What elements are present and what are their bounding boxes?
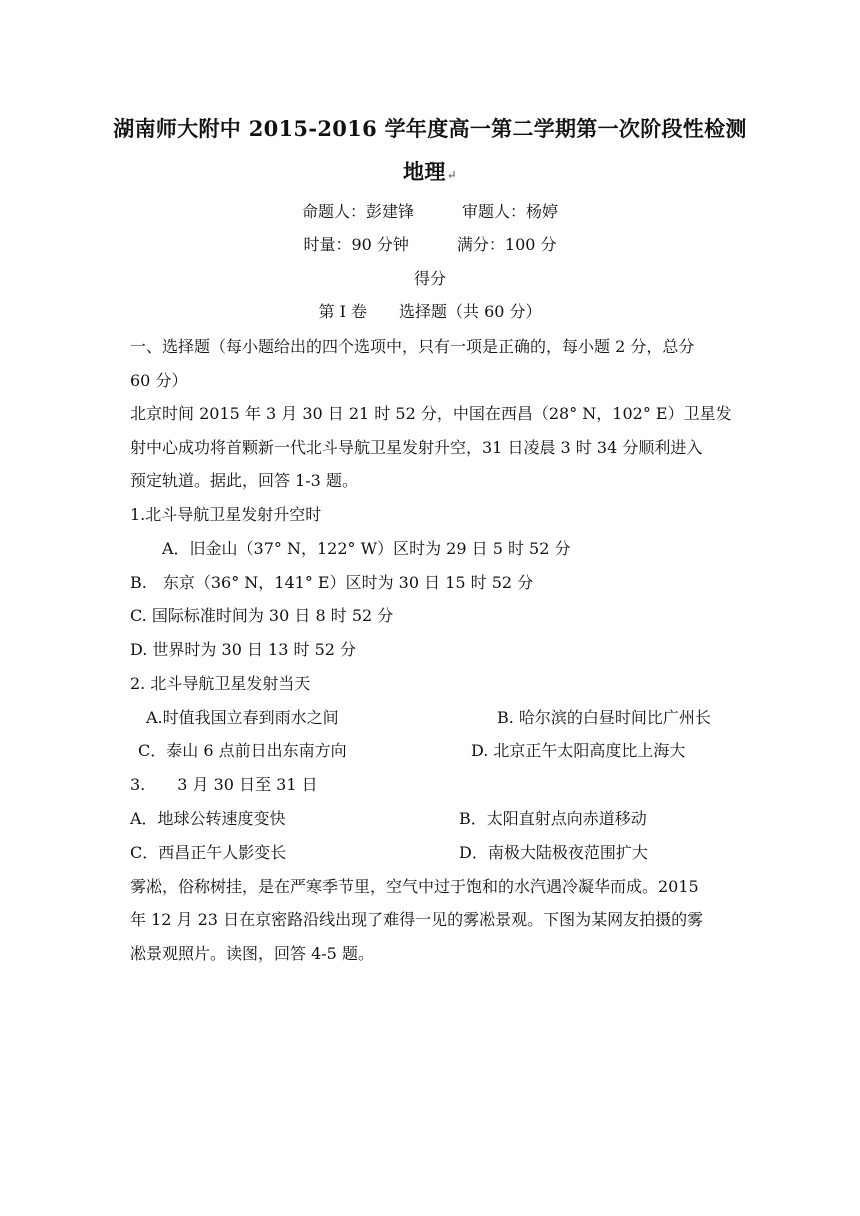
question-3-option-a: A．地球公转速度变快 [130, 809, 286, 828]
question-3-stem: 3. 3 月 30 日至 31 日 [130, 775, 318, 794]
question-2-option-c: C．泰山 6 点前日出东南方向 [138, 741, 347, 760]
exam-title: 湖南师大附中 2015-2016 学年度高一第二学期第一次阶段性检测 [113, 116, 747, 141]
section-title: 第 I 卷 选择题（共 60 分） [318, 302, 542, 321]
score-label: 得分 [413, 269, 446, 288]
question-2-option-d: D. 北京正午太阳高度比上海大 [471, 741, 686, 760]
subject-label: 地理 [403, 159, 446, 184]
subject-title [0, 158, 860, 189]
passage2-line-1: 雾凇，俗称树挂，是在严寒季节里，空气中过于饱和的水汽遇冷凝华而成。2015 [130, 877, 699, 896]
passage2-line-3: 凇景观照片。读图，回答 4-5 题。 [130, 944, 374, 963]
question-3-option-b: B．太阳直射点向赤道移动 [459, 809, 647, 828]
question-1-stem: 1.北斗导航卫星发射升空时 [130, 505, 322, 524]
question-3-option-d: D．南极大陆极夜范围扩大 [459, 843, 648, 862]
question-2-option-b: B. 哈尔滨的白昼时间比广州长 [497, 708, 711, 727]
instructions-line-2: 60 分） [130, 371, 188, 390]
paragraph-mark: ↵ [446, 168, 457, 182]
passage1-line-2: 射中心成功将首颗新一代北斗导航卫星发射升空，31 日凌晨 3 时 34 分顺利进入 [130, 438, 703, 457]
passage2-line-2: 年 12 月 23 日在京密路沿线出现了难得一见的雾凇景观。下图为某网友拍摄的雾 [130, 910, 704, 929]
time-score-line: 时量：90 分钟 满分：100 分 [303, 235, 557, 254]
question-1-option-b: B. 东京（36° N，141° E）区时为 30 日 15 时 52 分 [130, 573, 534, 592]
instructions-line-1: 一、选择题（每小题给出的四个选项中，只有一项是正确的，每小题 2 分，总分 [130, 337, 695, 356]
question-2-option-a: A.时值我国立春到雨水之间 [146, 708, 339, 727]
passage1-line-1: 北京时间 2015 年 3 月 30 日 21 时 52 分，中国在西昌（28° N，102° E）卫星发 [130, 404, 732, 423]
authors-line: 命题人：彭建锋 审题人：杨婷 [301, 202, 558, 221]
question-3-option-c: C．西昌正午人影变长 [130, 843, 287, 862]
passage1-line-3: 预定轨道。据此，回答 1-3 题。 [130, 471, 358, 490]
question-1-option-a: A．旧金山（37° N，122° W）区时为 29 日 5 时 52 分 [162, 539, 571, 558]
question-1-option-c: C. 国际标准时间为 30 日 8 时 52 分 [130, 606, 394, 625]
question-1-option-d: D. 世界时为 30 日 13 时 52 分 [130, 640, 357, 659]
question-2-stem: 2. 北斗导航卫星发射当天 [130, 674, 311, 693]
